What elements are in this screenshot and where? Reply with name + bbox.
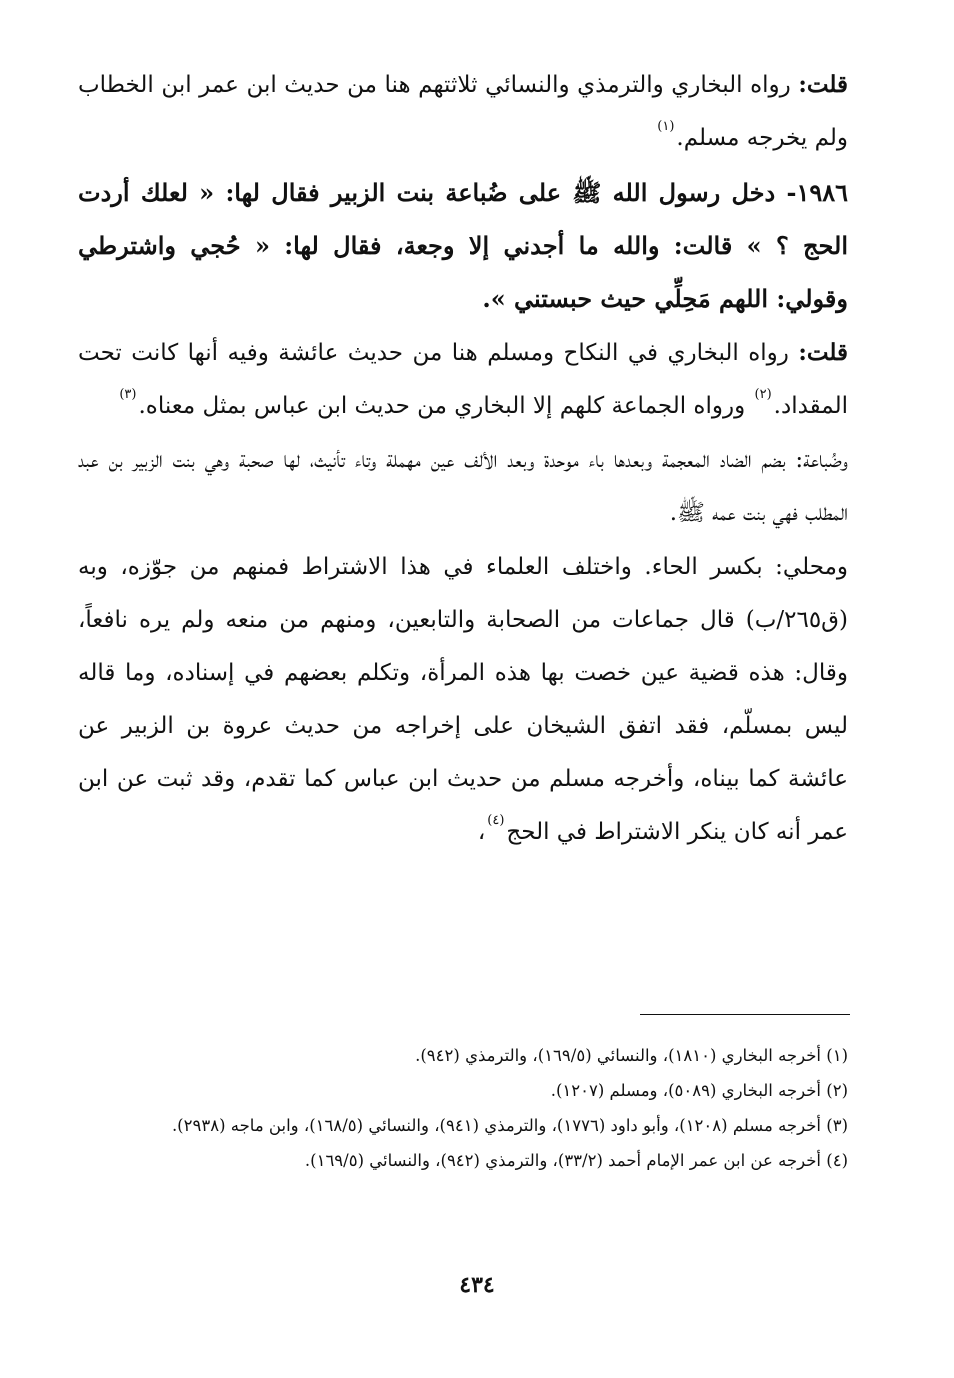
footnotes [78,1038,848,1178]
paragraph-text: وضُباعة: بضم الضاد المعجمة وبعدها باء موحدة وبعد الألف عين مهملة وتاء تأنيث، لها صحبة وهي بنت الزبير بن عبد المطلب فهي بنت عمه ﷺ. [78,447,848,526]
footnote-marker-3: (٣) [119,387,137,402]
hadith-1986 [78,166,848,325]
paragraph-1 [78,58,848,165]
paragraph-5 [78,541,848,859]
page-number: ٤٣٤ [459,1272,495,1298]
footnote-1: (١) أخرجه البخاري (١٨١٠)، والنسائي (١٦٩/٥)، والترمذي (٩٤٢). [415,1046,848,1065]
footnote-separator [640,1014,850,1015]
footnote-marker-2: (٢) [754,387,772,402]
footnote-3: (٣) أخرجه مسلم (١٢٠٨)، وأبو داود (١٧٧٦)، والترمذي (٩٤١)، والنسائي (١٦٨/٥)، وابن ماجه (٢٩٣٨). [171,1116,848,1135]
paragraph-text-b: ورواه الجماعة كلهم إلا البخاري من حديث ابن عباس بمثل معناه. [138,393,746,419]
paragraph-3 [78,326,848,433]
footnote-2: (٢) أخرجه البخاري (٥٠٨٩)، ومسلم (١٢٠٧). [550,1081,848,1100]
paragraph-text: ومحلي: بكسر الحاء. واختلف العلماء في هذا الاشتراط فمنهم من جوّزه، وبه (ق٢٦٥/ب) قال جماعات من الصحابة والتابعين، ومنهم من منعه ولم يره نافعاً، وقال: هذه قضية عين خصت بها هذه المرأة، وتكلم بعضهم في إسناده، وما قاله ليس بمسلّم، فقد اتفق الشيخان على إخراجه من حديث عروة بن الزبير عن عائشة كما بيناه، وأخرجه مسلم من حديث ابن عباس كما تقدم، وقد ثبت عن ابن عمر أنه كان ينكر الاشتراط في الحج [78,554,848,845]
paragraph-4 [78,434,848,540]
main-text [78,58,848,860]
hadith-text: دخل رسول الله ﷺ على ضُباعة بنت الزبير فقال لها: « لعلك أردت الحج ؟ » قالت: والله ما أجدني إلا وجعة، فقال لها: « حُجي واشترطي وقولي: اللهم مَحِلِّي حيث حبستني ». [78,178,848,313]
footnote-4: (٤) أخرجه عن ابن عمر الإمام أحمد (٣٣/٢)، والترمذي (٩٤٢)، والنسائي (١٦٩/٥). [304,1151,848,1170]
paragraph-tail: ، [477,819,486,845]
paragraph-text-a: رواه البخاري في النكاح ومسلم هنا من حديث عائشة وفيه أنها كانت تحت المقداد. [78,340,848,419]
paragraph-text: رواه البخاري والترمذي والنسائي ثلاثتهم هنا من حديث ابن عمر ابن الخطاب ولم يخرجه مسلم. [78,72,848,151]
hadith-number: ١٩٨٦- [786,178,849,207]
footnote-marker-1: (١) [657,119,675,134]
paragraph-lead: قلت: [798,339,849,366]
paragraph-lead: قلت: [798,71,849,98]
footnote-marker-4: (٤) [487,813,505,828]
